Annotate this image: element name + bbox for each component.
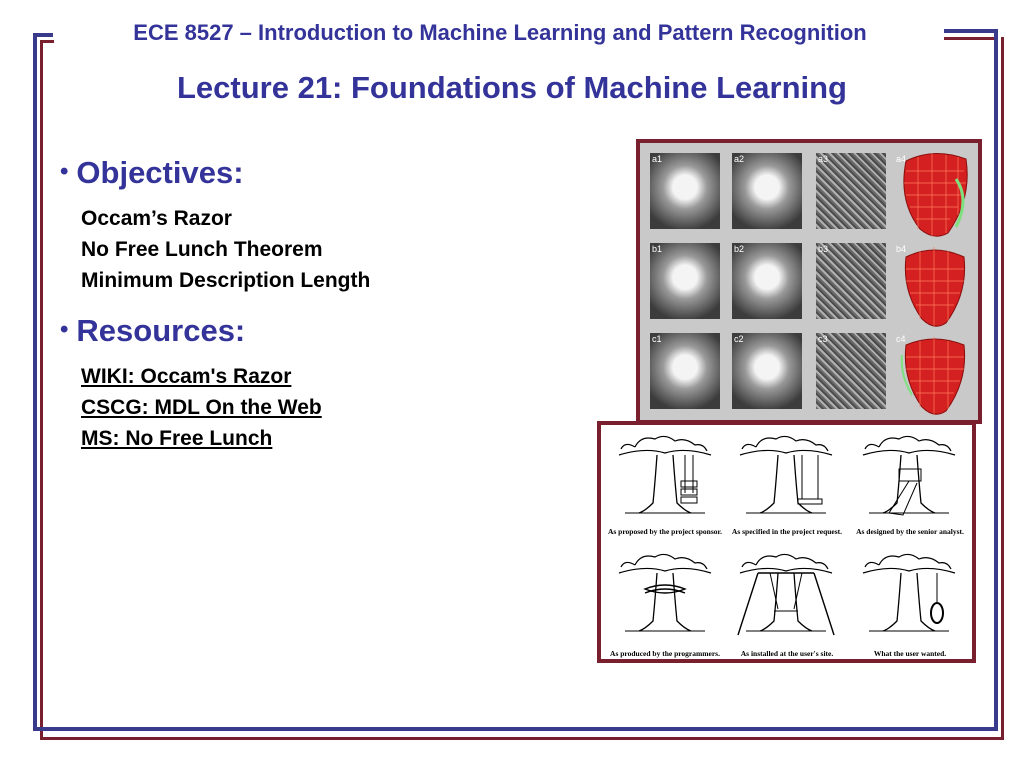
- mri-slice-tile: b2: [732, 243, 802, 319]
- mri-slice-tile: b1: [650, 243, 720, 319]
- tree-swing-drawings: [601, 425, 972, 659]
- heart-3d-model: [896, 149, 972, 241]
- mri-slice-tile: c1: [650, 333, 720, 409]
- mri-slice-tile: c2: [732, 333, 802, 409]
- tree-drawing: [740, 436, 832, 513]
- frame-left-red: [40, 40, 43, 740]
- course-title: ECE 8527 – Introduction to Machine Learning and Pattern Recognition: [60, 20, 940, 46]
- tree-swing-cartoon: [597, 421, 976, 663]
- frame-left-blue: [33, 33, 37, 730]
- cartoon-caption: As installed at the user's site.: [740, 649, 834, 658]
- frame-bottom-red: [40, 737, 1004, 740]
- panel-label: b4: [896, 244, 907, 254]
- cartoon-caption: As proposed by the project sponsor.: [607, 527, 723, 536]
- frame-top-right-stub: [944, 29, 998, 33]
- frame-bottom-blue: [33, 727, 998, 731]
- heart-3d-model: [898, 335, 972, 417]
- resources-list: [81, 361, 322, 454]
- bullet-icon: •: [60, 316, 69, 343]
- cartoon-caption: As produced by the programmers.: [610, 649, 720, 658]
- resource-link-ms-no-free-lunch[interactable]: MS: No Free Lunch: [81, 427, 273, 450]
- frame-right-red: [1001, 37, 1004, 740]
- objectives-list: [81, 203, 370, 296]
- tree-drawing: [619, 554, 711, 631]
- mri-slice-tile: a1: [650, 153, 720, 229]
- tree-drawing: [863, 554, 955, 631]
- mri-slice-tile: a3: [816, 153, 886, 229]
- frame-right-blue: [994, 29, 998, 730]
- objectives-heading: • Objectives:: [60, 155, 244, 190]
- bullet-icon: •: [60, 158, 69, 185]
- tree-drawing: [619, 436, 711, 513]
- panel-label: c4: [896, 334, 906, 344]
- cartoon-caption: What the user wanted.: [873, 649, 947, 658]
- resource-link-cscg-mdl[interactable]: CSCG: MDL On the Web: [81, 396, 322, 419]
- objective-item: Minimum Description Length: [81, 269, 371, 292]
- mri-slice-tile: a2: [732, 153, 802, 229]
- cartoon-caption: As specified in the project request.: [731, 527, 843, 536]
- objective-item: No Free Lunch Theorem: [81, 238, 323, 261]
- mri-slice-tile: c3: [816, 333, 886, 409]
- cartoon-caption: As designed by the senior analyst.: [856, 527, 964, 536]
- resources-heading: • Resources:: [60, 313, 246, 348]
- resource-link-wiki-occams-razor[interactable]: WIKI: Occam's Razor: [81, 365, 292, 388]
- heart-3d-model: [898, 243, 972, 329]
- frame-top-right-stub-red: [944, 37, 994, 40]
- slide-title: Lecture 21: Foundations of Machine Learning: [176, 70, 847, 105]
- panel-label: a4: [896, 154, 907, 164]
- tree-drawing: [738, 554, 834, 635]
- tree-drawing: [863, 436, 955, 515]
- objective-item: Occam’s Razor: [81, 207, 232, 230]
- heart-mri-grid: [640, 143, 978, 420]
- mri-slice-tile: b3: [816, 243, 886, 319]
